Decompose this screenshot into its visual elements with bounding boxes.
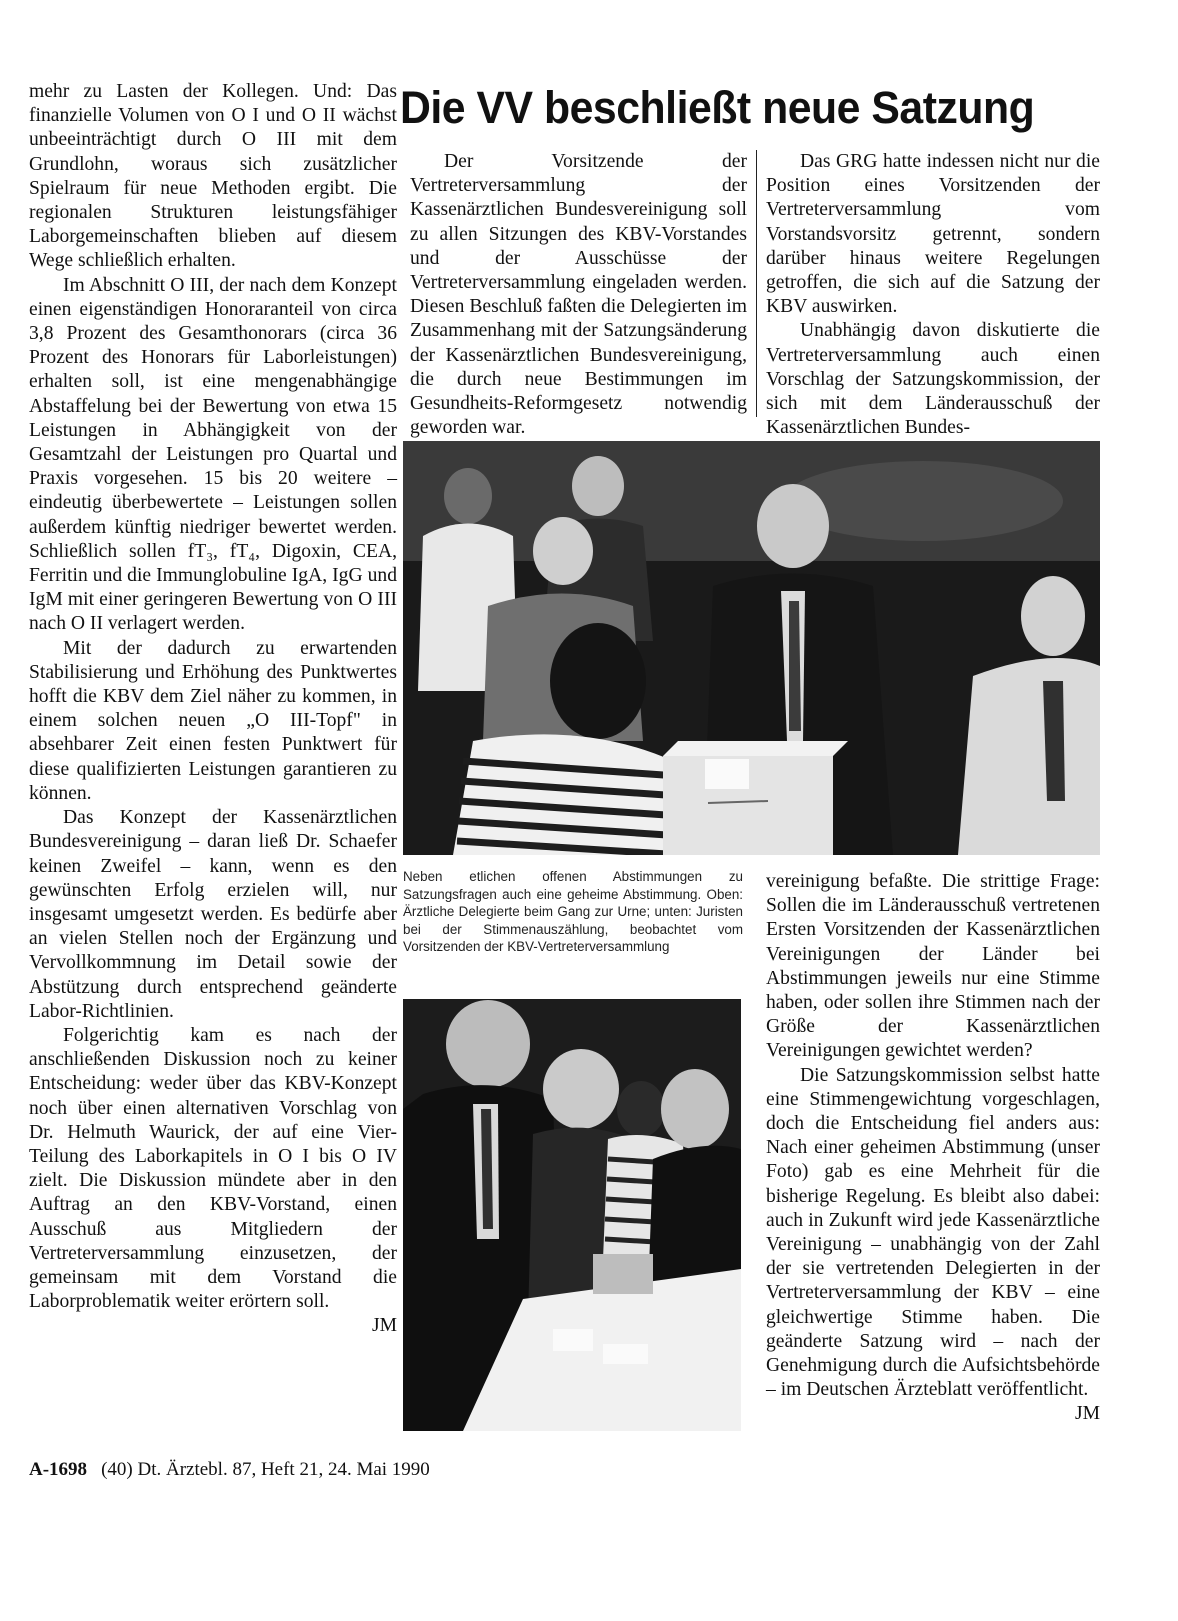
page-footer	[29, 1459, 430, 1481]
right-signature: JM	[1074, 1403, 1100, 1425]
left-paragraph-5: Folgerichtig kam es nach der anschließenden Diskussion noch zu keiner Entscheidung: weder über das KBV-Konzept noch über einen alternativen Vorschlag von Dr. Helmuth Waurick, der auf eine Vier-Teilung des Laborkapitels in O I bis O IV zielt. Die Diskussion mündete aber in den Auftrag an den KBV-Vorstand, einen Ausschuß aus Mitgliedern der Vertreterversammlung einzusetzen, der gemeinsam mit dem Vorstand die Laborproblematik weiter erörtern soll.	[29, 1024, 397, 1313]
left-column	[29, 80, 397, 1339]
left-paragraph-1: mehr zu Lasten der Kollegen. Und: Das finanzielle Volumen von O I und O II wächst unbeeinträchtigt durch O III mit dem Grundlohn, woraus sich zusätzlicher Spielraum für neue Methoden ergibt. Die regionalen Strukturen leistungsfähiger Laborgemeinschaften blieben auf diesem Wege schließlich erhalten.	[29, 81, 397, 272]
left-paragraph-4: Das Konzept der Kassenärztlichen Bundesvereinigung – daran ließ Dr. Schaefer keinen Zweifel – kann, wenn es den gewünschten Erfolg erzielen will, nur insgesamt umgesetzt werden. Es bedürfe aber an vielen Stellen noch der Ergänzung und Vervollkommnung im Detail sowie der Abstützung durch entsprechend geänderte Labor-Richtlinien.	[29, 807, 397, 1022]
left-paragraph-2: Im Abschnitt O III, der nach dem Konzept einen eigenständigen Honoraranteil von circa 3,8 Prozent des Gesamthonorars (circa 36 Prozent des Honorars für Laborleistungen) erhalten soll, ist eine mengenabhängige Abstaffelung bei der Bewertung von etwa 15 Leistungen in Abhängigkeit von der Gesamtzahl der Leistungen pro Quartal und Praxis vorgesehen. 15 bis 20 weitere – eindeutig überbewertete – Leistungen sollen außerdem künftig niedriger bewertet werden. Schließlich sollen fT₃, fT₄, Digoxin, CEA, Ferritin und die Immunglobuline IgA, IgG und IgM mit einer geringeren Bewertung von O III nach O II verlagert werden.	[29, 274, 397, 635]
citation: (40) Dt. Ärztebl. 87, Heft 21, 24. Mai 1990	[101, 1459, 430, 1480]
right-top-paragraph-2: Unabhängig davon diskutierte die Vertreterversammlung auch einen Vorschlag der Satzungskommission, der sich mit dem Länderausschuß der Kassenärztlichen Bundes-	[766, 320, 1100, 439]
right-column-top	[766, 150, 1100, 440]
left-paragraph-3: Mit der dadurch zu erwartenden Stabilisierung und Erhöhung des Punktwertes hofft die KBV dem Ziel näher zu kommen, in einem solchen neuen „O III-Topf" in absehbarer Zeit einen festen Punktwert für diese qualifizierten Leistungen garantieren zu können.	[29, 637, 397, 804]
photo-delegates-ballot-box	[403, 441, 1100, 855]
page-number: A-1698	[29, 1459, 88, 1480]
column-divider	[756, 150, 757, 417]
middle-paragraph-1: Der Vorsitzende der Vertreterversammlung der Kassenärztlichen Bundesvereinigung soll zu allen Sitzungen des KBV-Vorstandes und der Ausschüsse der Vertreterversammlung eingeladen werden. Diesen Beschluß faßten die Delegierten im Zusammenhang mit der Satzungsänderung der Kassenärztlichen Bundesvereinigung, die durch neue Bestimmungen im Gesundheits-Reformgesetz notwendig geworden war.	[410, 151, 747, 439]
right-bottom-paragraph-2: Die Satzungskommission selbst hatte eine Stimmengewichtung vorgeschlagen, doch die Entscheidung fiel anders aus: Nach einer geheimen Abstimmung (unser Foto) gab es eine Mehrheit für die bisherige Regelung. Es bleibt also dabei: auch in Zukunft wird jede Kassenärztliche Vereinigung – unabhängig von der Zahl der sie vertretenden Delegierten in der Vertreterversammlung der KBV – eine gleichwertige Stimme haben. Die geänderte Satzung wird – nach der Genehmigung durch die Aufsichtsbehörde – im Deutschen Ärzteblatt veröffentlicht.	[766, 1064, 1100, 1401]
photo-vote-counting	[403, 999, 741, 1431]
right-top-paragraph-1: Das GRG hatte indessen nicht nur die Position eines Vorsitzenden der Vertreterversammlung vom Vorstandsvorsitz getrennt, sondern darüber hinaus weitere Regelungen getroffen, die sich auf die Satzung der KBV auswirken.	[766, 151, 1100, 318]
photo-caption: Neben etlichen offenen Abstimmungen zu Satzungsfragen auch eine geheime Abstimmung. Oben: Ärztliche Delegierte beim Gang zur Urne; unten: Juristen bei der Stimmenauszählung, beobachtet vom Vorsitzenden der KBV-Vertreterversammlung	[403, 869, 743, 954]
right-bottom-paragraph-1: vereinigung befaßte. Die strittige Frage: Sollen die im Länderausschuß vertretenen Ersten Vorsitzenden der Kassenärztlichen Vereinigungen der Länder bei Abstimmungen jeweils nur eine Stimme haben, oder sollen ihre Stimmen nach der Größe der Kassenärztlichen Vereinigungen gewichtet werden?	[766, 871, 1100, 1062]
right-column-bottom	[766, 870, 1100, 1427]
left-signature: JM	[371, 1315, 397, 1337]
middle-column	[410, 150, 747, 440]
article-headline: Die VV beschließt neue Satzung	[400, 82, 1035, 133]
